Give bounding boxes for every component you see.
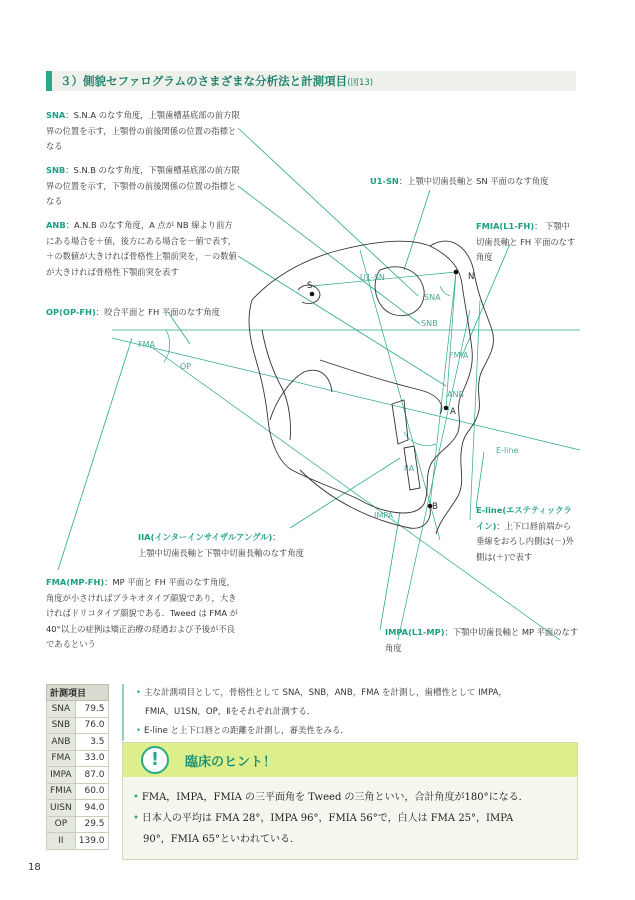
hint-text: FMA，IMPA，FMIA の三平面角を Tweed の三角といい，合計角度が180°になる． xyxy=(141,792,529,803)
table-row xyxy=(47,734,109,751)
table-key: FMIA xyxy=(47,783,76,800)
table-key: ANB xyxy=(47,734,76,751)
diagram-label-fmia: FMIA xyxy=(449,351,469,360)
table-row xyxy=(47,800,109,817)
term-sna-text: ：S.N.A のなす角度，上顎歯槽基底部の前方限界の位置を示す，上顎骨の前後関係の位置の指標となる xyxy=(46,110,240,151)
clinical-hint-title: 臨床のヒント！ xyxy=(185,755,277,770)
bullet-text: E-line と上下口唇との距離を計測し，審美性をみる． xyxy=(144,726,349,736)
term-snb-key: SNB xyxy=(46,165,66,175)
leader-sna xyxy=(238,128,418,296)
table-value: 3.5 xyxy=(75,734,108,751)
diagram-label-eline: E-line xyxy=(496,446,519,455)
landmark-label-b: B xyxy=(432,502,438,512)
point-s xyxy=(310,292,315,297)
leader-snb xyxy=(238,186,420,324)
table-row xyxy=(47,750,109,767)
term-anb xyxy=(46,218,240,280)
term-fma xyxy=(46,575,240,653)
op-plane-line xyxy=(112,338,580,450)
term-fmia-text: ： 下顎中切歯長軸と FH 平面のなす角度 xyxy=(476,221,576,262)
table-row xyxy=(47,816,109,833)
bullet-text: 主な計測項目として，骨格性として SNA，SNB，ANB，FMA を計測し，歯槽性として IMPA， xyxy=(144,688,507,698)
term-op-text: ：咬合平面と FH 平面のなす角度 xyxy=(95,307,220,317)
table-value: 76.0 xyxy=(75,717,108,734)
bullet-item-continued xyxy=(136,703,596,722)
measurement-table-header: 計測項目 xyxy=(47,685,109,701)
table-row xyxy=(47,783,109,800)
point-a xyxy=(444,406,449,411)
table-row xyxy=(47,833,109,850)
diagram-label-sna: SNA xyxy=(424,293,441,302)
summary-bullets xyxy=(122,684,596,741)
cervical-line xyxy=(262,330,291,440)
landmark-label-s: S xyxy=(307,281,313,291)
measurement-table xyxy=(46,684,109,850)
clinical-hint-body xyxy=(133,787,567,850)
clinical-hint-header xyxy=(123,743,577,777)
term-sna-key: SNA xyxy=(46,110,66,120)
table-row xyxy=(47,701,109,718)
na-line xyxy=(446,272,456,408)
term-anb-key: ANB xyxy=(46,220,66,230)
term-fma-text: ：MP 平面と FH 平面のなす角度，角度が小さければブラキオタイプ顔貌であり，大きければドリコタイプ顔貌である．Tweed は FMA が40°以上の症例は矯正治療の経過および予後が不良であるという xyxy=(46,577,238,649)
table-value: 87.0 xyxy=(75,767,108,784)
term-u1sn xyxy=(370,174,580,190)
diagram-label-anb: ANB xyxy=(447,390,464,399)
exclamation-icon: ! xyxy=(141,746,169,774)
term-fmia xyxy=(476,219,578,266)
nb-line xyxy=(430,272,456,506)
diagram-label-iia: IIA xyxy=(404,464,415,473)
term-eline-key: E-line(エステティックライン) xyxy=(476,505,572,531)
diagram-label-impa: IMPA xyxy=(374,511,394,520)
term-iia-key: IIA(インターインサイザルアングル) xyxy=(138,532,273,542)
landmark-label-n: N xyxy=(468,272,475,282)
hint-text: 日本人の平均は FMA 28°，IMPA 96°，FMIA 56°で，白人は FMA 25°，IMPA xyxy=(141,813,514,824)
leader-anb xyxy=(238,256,446,386)
table-value: 29.5 xyxy=(75,816,108,833)
hint-text: 90°，FMIA 65°といわれている． xyxy=(143,834,300,845)
diagram-label-snb: SNB xyxy=(421,319,438,328)
fma-arc xyxy=(164,330,170,362)
table-value: 60.0 xyxy=(75,783,108,800)
table-key: FMA xyxy=(47,750,76,767)
diagram-label-op: OP xyxy=(180,362,192,371)
table-key: SNB xyxy=(47,717,76,734)
bullet-item: • 主な計測項目として，骨格性として SNA，SNB，ANB，FMA を計測し，歯槽性として IMPA， xyxy=(136,688,507,698)
term-impa-key: IMPA(L1-MP) xyxy=(385,627,445,637)
hint-item: • 日本人の平均は FMA 28°，IMPA 96°，FMIA 56°で，白人は FMA 25°，IMPA xyxy=(133,813,514,824)
table-value: 79.5 xyxy=(75,701,108,718)
table-key: SNA xyxy=(47,701,76,718)
term-op xyxy=(46,305,266,321)
table-key: II xyxy=(47,833,76,850)
leader-eline xyxy=(476,452,484,508)
clinical-hint-box xyxy=(122,742,578,860)
hint-item-continued xyxy=(133,829,567,850)
term-fmia-key: FMIA(L1-FH) xyxy=(476,221,535,231)
term-anb-text: ：A.N.B のなす角度，A 点が NB 線より前方にある場合を＋値，後方にある場合を－値で表す，＋の数値が大きければ骨格性上顎前突を，－の数値が大きければ骨格性下顎前突を表す xyxy=(46,220,237,277)
maxilla-outline xyxy=(320,360,442,414)
table-row xyxy=(47,717,109,734)
table-key: IMPA xyxy=(47,767,76,784)
table-key: OP xyxy=(47,816,76,833)
term-iia-text: 上顎中切歯長軸と下顎中切歯長軸のなす角度 xyxy=(138,547,304,558)
term-op-key: OP(OP-FH) xyxy=(46,307,96,317)
term-iia-colon: ： xyxy=(272,532,281,542)
leader-impa xyxy=(380,512,400,630)
diagram-label-u1sn: U1-SN xyxy=(360,273,385,282)
figure-reference: (図13) xyxy=(347,78,374,88)
term-eline xyxy=(476,503,578,565)
table-row xyxy=(47,767,109,784)
point-n xyxy=(454,270,459,275)
term-u1sn-text: ：上顎中切歯長軸と SN 平面のなす角度 xyxy=(398,176,549,186)
term-fma-key: FMA(MP-FH) xyxy=(46,577,105,587)
term-snb xyxy=(46,163,240,210)
term-sna xyxy=(46,108,240,155)
term-eline-text: ：上下口唇前端から垂線をおろし内側は(－)外側は(＋)で表す xyxy=(476,520,574,562)
landmark-label-a: A xyxy=(450,407,456,417)
diagram-label-fma: FMA xyxy=(138,340,155,349)
term-iia xyxy=(138,530,368,561)
mandible-outline xyxy=(300,470,430,528)
term-impa-text: ：下顎中切歯長軸と MP 平面のなす角度 xyxy=(385,627,579,653)
iia-arc xyxy=(404,432,436,446)
table-value: 33.0 xyxy=(75,750,108,767)
table-value: 139.0 xyxy=(75,833,108,850)
leader-fma xyxy=(58,338,132,570)
sna-arc xyxy=(440,286,450,296)
table-key: UISN xyxy=(47,800,76,817)
table-value: 94.0 xyxy=(75,800,108,817)
term-snb-text: ：S.N.B のなす角度，下顎歯槽基底部の前方限界の位置を示す，下顎骨の前後関係の位置の指標となる xyxy=(46,165,240,206)
hint-item: • FMA，IMPA，FMIA の三平面角を Tweed の三角といい，合計角度が180°になる． xyxy=(133,792,529,803)
term-u1sn-key: U1-SN xyxy=(370,176,399,186)
page-number: 18 xyxy=(28,862,41,873)
section-heading-title: ３）側貌セファログラムのさまざまな分析法と計測項目 xyxy=(60,74,348,88)
leader-u1sn xyxy=(404,190,430,270)
bullet-item: • E-line と上下口唇との距離を計測し，審美性をみる． xyxy=(136,726,349,736)
bullet-text: FMIA，U1SN，OP，Ⅱをそれぞれ計測する． xyxy=(145,707,316,717)
term-impa xyxy=(385,625,580,656)
